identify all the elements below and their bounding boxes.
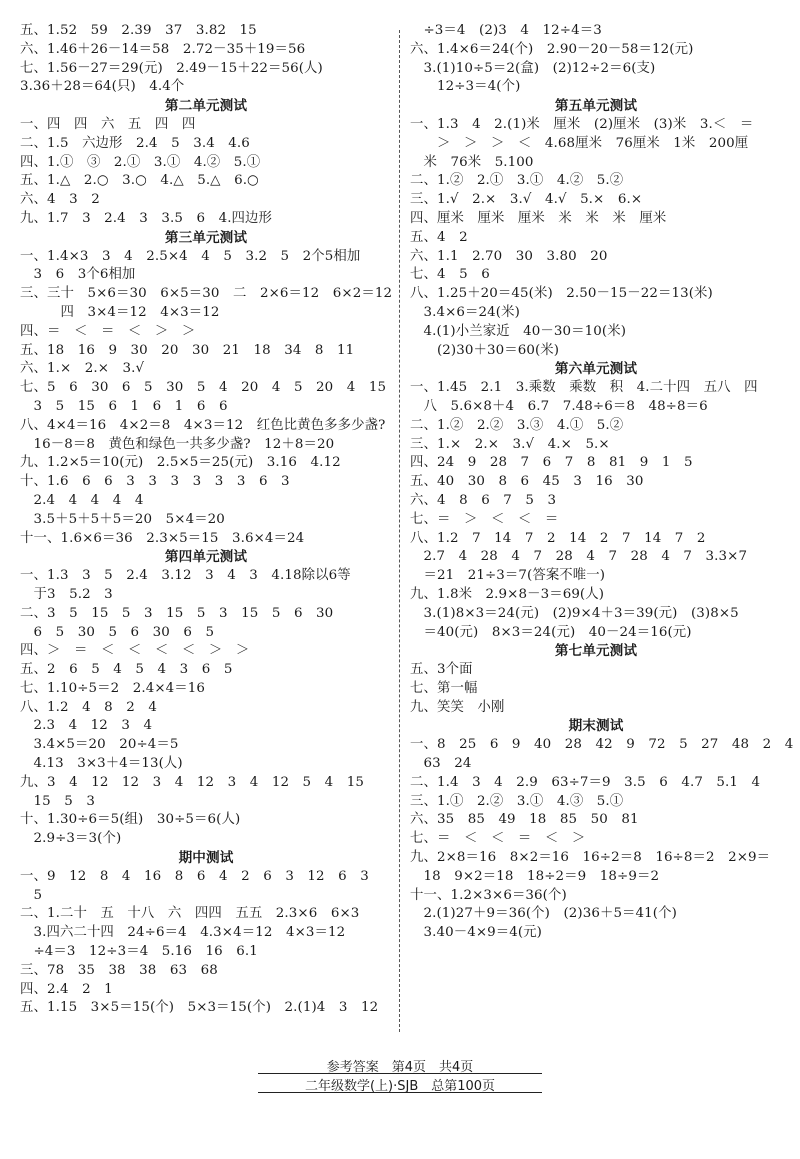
answer-line: 三、三十 5×6＝30 6×5＝30 二 2×6＝12 6×2＝12 [20,286,393,302]
answer-line: 七、5 6 30 6 5 30 5 4 20 4 5 20 4 15 [20,380,387,396]
answer-line: 十、1.6 6 6 3 3 3 3 3 3 6 3 [20,474,290,490]
answer-line: 九、笑笑 小刚 [410,699,505,715]
section-title: 第四单元测试 [164,549,248,566]
answer-line: 3.(1)10÷5＝2(盒) (2)12÷2＝6(支) [410,60,656,76]
answer-line: 八、1.2 4 8 2 4 [20,699,158,715]
section-title: 第五单元测试 [554,98,638,115]
answer-line: 五、4 2 [410,229,468,245]
answer-line: 九、1.8米 2.9×8－3＝69(人) [410,586,605,602]
right-answer-column [410,22,794,943]
answer-line: 五、3个面 [410,662,473,678]
answer-line: 四 3×4＝12 4×3＝12 [20,304,220,320]
answer-line: 三、1.① 2.② 3.① 4.③ 5.① [410,793,624,809]
answer-line: 一、8 25 6 9 40 28 42 9 72 5 27 48 2 4 [410,737,794,753]
answer-line: 二、1.二十 五 十八 六 四四 五五 2.3×6 6×3 [20,906,360,922]
answer-line: 2.9÷3＝3(个) [20,831,122,847]
answer-line: 四、1.① ③ 2.① 3.① 4.② 5.① [20,154,261,170]
answer-line: 七、＝ ＜ ＜ ＝ ＜ ＞ [410,831,586,847]
answer-line: 二、3 5 15 5 3 15 5 3 15 5 6 30 [20,605,334,621]
answer-line: 3.(1)8×3＝24(元) (2)9×4＋3＝39(元) (3)8×5 [410,605,739,621]
answer-line: 七、＝ ＞ ＜ ＜ ＝ [410,511,559,527]
answer-line: 八、1.2 7 14 7 2 14 2 7 14 7 2 [410,530,706,546]
answer-line: 六、1.× 2.× 3.√ [20,361,145,377]
answer-line: 16－8＝8 黄色和绿色一共多少盏? 12＋8＝20 [20,436,335,452]
answer-line: 于3 5.2 3 [20,586,113,602]
answer-line: 3 5 15 6 1 6 1 6 6 [20,398,228,414]
answer-line: 六、1.1 2.70 30 3.80 20 [410,248,608,264]
answer-line: ÷4＝3 12÷3＝4 5.16 16 6.1 [20,944,258,960]
answer-line: 九、1.7 3 2.4 3 3.5 6 4.四边形 [20,210,273,226]
answer-line: ＝40(元) 8×3＝24(元) 40－24＝16(元) [410,624,692,640]
answer-line: 3.36＋28＝64(只) 4.4个 [20,79,185,95]
answer-line: 十一、1.2×3×6＝36(个) [410,887,567,903]
answer-line: 二、1.② 2.② 3.③ 4.① 5.② [410,417,624,433]
answer-line: 一、1.3 4 2.(1)米 厘米 (2)厘米 (3)米 3.＜ ＝ [410,116,754,132]
answer-line: 12÷3＝4(个) [410,79,521,95]
answer-line: 六、4 3 2 [20,192,100,208]
answer-line: 五、40 30 8 6 45 3 16 30 [410,474,644,490]
answer-line: 2.4 4 4 4 4 [20,492,144,508]
answer-line: 五、1.52 59 2.39 37 3.82 15 [20,23,257,38]
answer-line: 二、1.② 2.① 3.① 4.② 5.② [410,173,624,189]
answer-line: 一、1.4×3 3 4 2.5×4 4 5 3.2 5 2个5相加 [20,248,361,264]
answer-line: 九、3 4 12 12 3 4 12 3 4 12 5 4 15 [20,774,365,790]
answer-line: 八、1.25＋20＝45(米) 2.50－15－22＝13(米) [410,286,713,302]
answer-line: ÷3＝4 (2)3 4 12÷4＝3 [410,23,602,38]
footer-rule-1 [258,1073,542,1074]
answer-line: 4.13 3×3＋4＝13(人) [20,756,183,772]
answer-line: 九、1.2×5＝10(元) 2.5×5＝25(元) 3.16 4.12 [20,455,341,471]
answer-line: 二、1.4 3 4 2.9 63÷7＝9 3.5 6 4.7 5.1 4 [410,774,761,790]
answer-line: 七、第一幅 [410,680,478,696]
answer-line: 三、78 35 38 38 63 68 [20,962,218,978]
section-title: 第三单元测试 [164,229,248,246]
section-title: 第二单元测试 [164,98,248,115]
answer-line: 4.(1)小兰家近 40－30＝10(米) [410,323,627,339]
answer-line: 六、1.4×6＝24(个) 2.90－20－58＝12(元) [410,41,694,57]
column-divider [399,30,400,1032]
answer-line: 一、9 12 8 4 16 8 6 4 2 6 3 12 6 3 [20,868,369,884]
answer-line: 一、四 四 六 五 四 四 [20,116,196,132]
answer-line: 一、1.45 2.1 3.乘数 乘数 积 4.二十四 五八 四 [410,380,758,396]
footer-rule-2 [258,1092,542,1093]
answer-line: 2.7 4 28 4 7 28 4 7 28 4 7 3.3×7 [410,549,748,565]
answer-line: 七、1.56－27＝29(元) 2.49－15＋22＝56(人) [20,60,323,76]
answer-line: 3.4×5＝20 20÷4＝5 [20,737,179,753]
answer-line: 三、1.√ 2.× 3.√ 4.√ 5.× 6.× [410,192,643,208]
answer-line: 2.(1)27＋9＝36(个) (2)36＋5＝41(个) [410,906,677,922]
answer-line: 八、4×4＝16 4×2＝8 4×3＝12 红色比黄色多多少盏? [20,417,386,433]
answer-line: 五、18 16 9 30 20 30 21 18 34 8 11 [20,342,355,358]
answer-line: 十、1.30÷6＝5(组) 30÷5＝6(人) [20,812,241,828]
answer-line: 七、1.10÷5＝2 2.4×4＝16 [20,680,206,696]
answer-line: 15 5 3 [20,793,95,809]
answer-line: 3 6 3个6相加 [20,267,136,283]
answer-line: 六、1.46＋26－14＝58 2.72－35＋19＝56 [20,41,306,57]
footer-book-info: 二年级数学(上)·SJB 总第100页 [304,1079,496,1094]
answer-line: 63 24 [410,756,472,772]
answer-line: 六、35 85 49 18 85 50 81 [410,812,639,828]
section-title: 期中测试 [178,850,234,867]
answer-line: 四、2.4 2 1 [20,981,113,997]
answer-line: 九、2×8＝16 8×2＝16 16÷2＝8 16÷8＝2 2×9＝ [410,850,771,866]
answer-line: 五、1.15 3×5＝15(个) 5×3＝15(个) 2.(1)4 3 12 [20,1000,379,1016]
answer-line: 八 5.6×8＋4 6.7 7.48÷6＝8 48÷8＝6 [410,398,708,414]
answer-line: ＝21 21÷3＝7(答案不唯一) [410,568,606,584]
answer-line: 二、1.5 六边形 2.4 5 3.4 4.6 [20,135,250,151]
answer-line: 3.四六二十四 24÷6＝4 4.3×4＝12 4×3＝12 [20,925,346,941]
answer-line: ＞ ＞ ＞ ＜ 4.68厘米 76厘米 1米 200厘 [410,135,749,151]
section-title: 第六单元测试 [554,361,638,378]
answer-line: 四、24 9 28 7 6 7 8 81 9 1 5 [410,455,693,471]
answer-line: 四、＝ ＜ ＝ ＜ ＞ ＞ [20,323,196,339]
answer-line: 五、2 6 5 4 5 4 3 6 5 [20,662,233,678]
answer-line: 5 [20,887,43,903]
answer-line: 18 9×2＝18 18÷2＝9 18÷9＝2 [410,868,660,884]
answer-line: 米 76米 5.100 [410,154,534,170]
answer-line: 2.3 4 12 3 4 [20,718,153,734]
answer-line: (2)30＋30＝60(米) [410,342,560,358]
answer-line: 四、＞ ＝ ＜ ＜ ＜ ＜ ＞ ＞ [20,643,250,659]
answer-line: 五、1.△ 2.○ 3.○ 4.△ 5.△ 6.○ [20,173,259,189]
answer-line: 3.40－4×9＝4(元) [410,925,543,941]
answer-line: 6 5 30 5 6 30 6 5 [20,624,215,640]
answer-line: 3.4×6＝24(米) [410,304,520,320]
section-title: 第七单元测试 [554,643,638,660]
answer-line: 3.5＋5＋5＋5＝20 5×4＝20 [20,511,225,527]
section-title: 期末测试 [568,718,624,735]
answer-line: 十一、1.6×6＝36 2.3×5＝15 3.6×4＝24 [20,530,305,546]
answer-line: 一、1.3 3 5 2.4 3.12 3 4 3 4.18除以6等 [20,568,351,584]
answer-line: 四、厘米 厘米 厘米 米 米 米 厘米 [410,210,667,226]
left-answer-column [20,22,392,1018]
answer-line: 三、1.× 2.× 3.√ 4.× 5.× [410,436,610,452]
answer-line: 六、4 8 6 7 5 3 [410,492,557,508]
footer-page-info: 参考答案 第4页 共4页 [326,1060,474,1075]
answer-line: 七、4 5 6 [410,267,490,283]
